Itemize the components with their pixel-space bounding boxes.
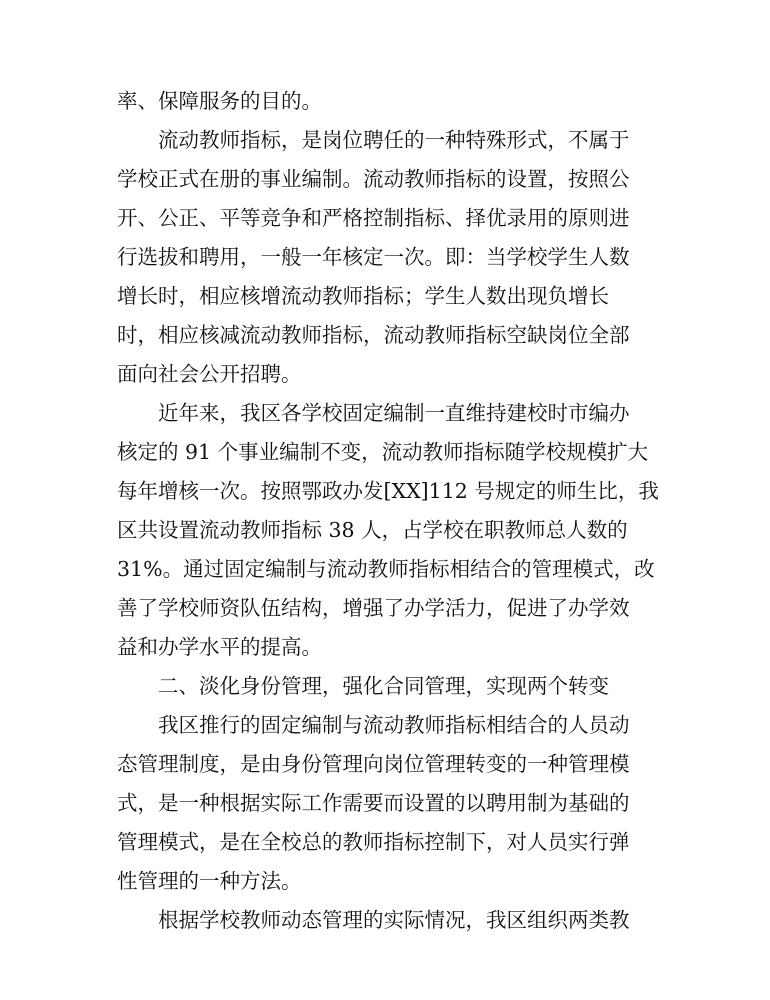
- text-line: 近年来，我区各学校固定编制一直维持建校时市编办: [158, 401, 630, 425]
- text-line: 管理模式，是在全校总的教师指标控制下，对人员实行弹: [117, 830, 630, 854]
- section-heading: 二、淡化身份管理，强化合同管理，实现两个转变: [158, 674, 609, 698]
- text-line: 31%。通过固定编制与流动教师指标相结合的管理模式，改: [117, 557, 655, 581]
- text-line: 率、保障服务的目的。: [117, 89, 322, 113]
- text-line: 行选拔和聘用，一般一年核定一次。即：当学校学生人数: [117, 245, 630, 269]
- text-line: 态管理制度，是由身份管理向岗位管理转变的一种管理模: [117, 752, 630, 776]
- text-line: 核定的 91 个事业编制不变，流动教师指标随学校规模扩大: [117, 440, 649, 464]
- text-line: 时，相应核减流动教师指标，流动教师指标空缺岗位全部: [117, 323, 630, 347]
- text-line: 我区推行的固定编制与流动教师指标相结合的人员动: [158, 713, 630, 737]
- text-line: 流动教师指标，是岗位聘任的一种特殊形式，不属于: [158, 128, 630, 152]
- text-line: 学校正式在册的事业编制。流动教师指标的设置，按照公: [117, 167, 630, 191]
- text-line: 式，是一种根据实际工作需要而设置的以聘用制为基础的: [117, 791, 630, 815]
- text-line: 增长时，相应核增流动教师指标；学生人数出现负增长: [117, 284, 609, 308]
- text-line: 每年增核一次。按照鄂政办发[XX]112 号规定的师生比，我: [117, 479, 659, 503]
- text-line: 根据学校教师动态管理的实际情况，我区组织两类教: [158, 908, 630, 932]
- text-line: 益和办学水平的提高。: [117, 635, 322, 659]
- text-line: 性管理的一种方法。: [117, 869, 302, 893]
- text-line: 区共设置流动教师指标 38 人，占学校在职教师总人数的: [117, 518, 628, 542]
- text-line: 面向社会公开招聘。: [117, 362, 302, 386]
- text-line: 开、公正、平等竞争和严格控制指标、择优录用的原则进: [117, 206, 630, 230]
- text-line: 善了学校师资队伍结构，增强了办学活力，促进了办学效: [117, 596, 630, 620]
